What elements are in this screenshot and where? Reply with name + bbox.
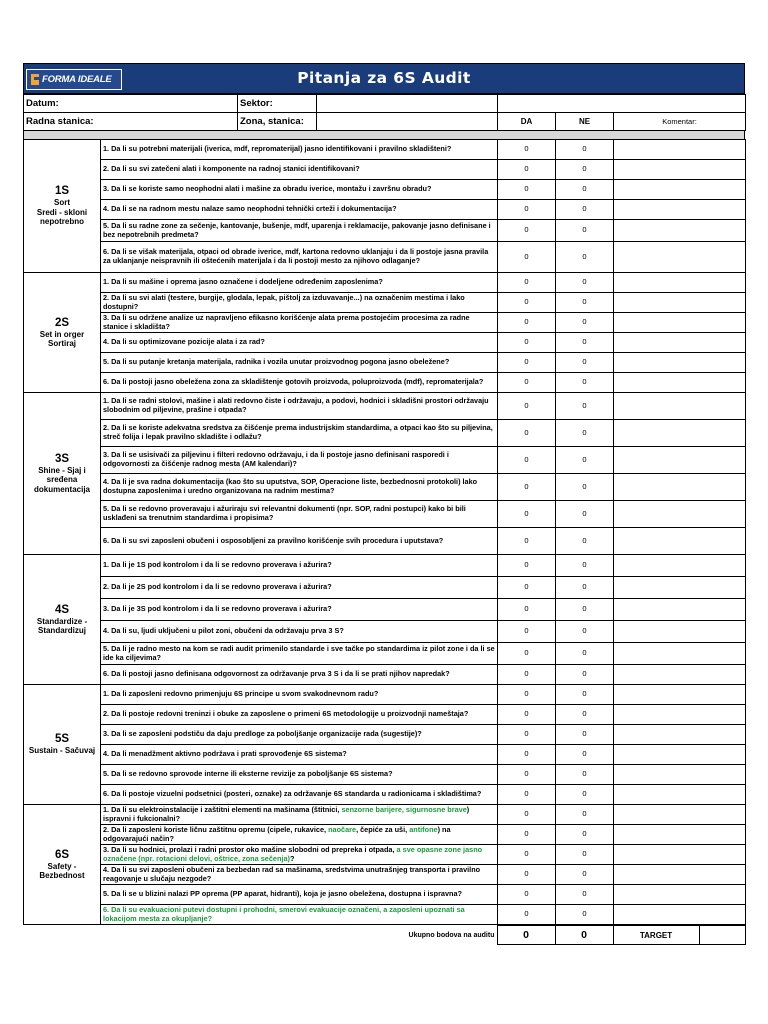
no-score-cell[interactable]: 0 bbox=[556, 420, 614, 447]
total-row bbox=[23, 926, 745, 945]
yes-score-cell[interactable]: 0 bbox=[498, 373, 556, 393]
yes-score-cell[interactable]: 0 bbox=[498, 705, 556, 725]
section-name: Set in orger Sortiraj bbox=[39, 329, 85, 348]
yes-score-cell[interactable]: 0 bbox=[498, 501, 556, 528]
question-text: 2. Da li su svi alati (testere, burgije, glodala, lepak, pištolj za izduvavanje...) na označenim mestima i lako dostupni? bbox=[101, 293, 498, 313]
question-row bbox=[24, 313, 746, 333]
question-text: 5. Da li su radne zone za sečenje, kantovanje, bušenje, mdf, uparenja i reklamacije, pakovanje jasno definisane i bez nepotrebnih predmeta? bbox=[101, 220, 498, 242]
date-label: Datum: bbox=[24, 95, 238, 113]
question-row bbox=[24, 353, 746, 373]
comment-cell[interactable] bbox=[614, 745, 746, 765]
no-score-cell[interactable]: 0 bbox=[556, 160, 614, 180]
question-row bbox=[24, 373, 746, 393]
yes-score-cell[interactable]: 0 bbox=[498, 353, 556, 373]
yes-score-cell[interactable]: 0 bbox=[498, 528, 556, 555]
yes-score-cell[interactable]: 0 bbox=[498, 599, 556, 621]
question-row bbox=[24, 785, 746, 805]
section-code: 1S bbox=[54, 185, 70, 198]
total-no-value: 0 bbox=[555, 926, 613, 945]
no-score-cell[interactable]: 0 bbox=[556, 333, 614, 353]
no-score-cell[interactable]: 0 bbox=[556, 765, 614, 785]
question-text: 6. Da li su svi zaposleni obučeni i osposobljeni za pravilno korišćenje svih procedura i uputstava? bbox=[101, 528, 498, 555]
comment-cell[interactable] bbox=[614, 805, 746, 825]
yes-score-cell[interactable]: 0 bbox=[498, 313, 556, 333]
highlighted-text: antifone bbox=[409, 824, 438, 834]
question-text: 3. Da li je 3S pod kontrolom i da li se redovno proverava i ažurira? bbox=[101, 599, 498, 621]
highlighted-text: senzorne barijere, sigurnosne brave bbox=[341, 804, 467, 814]
no-score-cell[interactable]: 0 bbox=[556, 393, 614, 420]
highlighted-text: naočare bbox=[328, 824, 357, 834]
comment-cell[interactable] bbox=[614, 825, 746, 845]
comment-cell[interactable] bbox=[614, 242, 746, 273]
yes-score-cell[interactable]: 0 bbox=[498, 160, 556, 180]
question-row bbox=[24, 273, 746, 293]
question-row bbox=[24, 825, 746, 845]
yes-score-cell[interactable]: 0 bbox=[498, 643, 556, 665]
no-score-cell[interactable]: 0 bbox=[556, 313, 614, 333]
question-text: 6. Da li postoji jasno obeležena zona za skladištenje gotovih proizvoda, poluproizvoda (mdf), repromaterijala? bbox=[101, 373, 498, 393]
meta-row-1 bbox=[24, 95, 746, 113]
yes-score-cell[interactable]: 0 bbox=[498, 200, 556, 220]
no-score-cell[interactable]: 0 bbox=[556, 220, 614, 242]
audit-sheet bbox=[23, 63, 745, 945]
target-label: TARGET bbox=[613, 926, 699, 945]
comment-cell[interactable] bbox=[614, 140, 746, 160]
comment-cell[interactable] bbox=[614, 643, 746, 665]
section-name: Shine - Sjaj i sređena dokumentacija bbox=[33, 465, 90, 494]
comment-cell[interactable] bbox=[614, 845, 746, 865]
yes-score-cell[interactable]: 0 bbox=[498, 845, 556, 865]
no-score-cell[interactable]: 0 bbox=[556, 577, 614, 599]
question-text: 4. Da li su optimizovane pozicije alata i za rad? bbox=[101, 333, 498, 353]
comment-cell[interactable] bbox=[614, 180, 746, 200]
question-row bbox=[24, 200, 746, 220]
question-row bbox=[24, 180, 746, 200]
question-row bbox=[24, 805, 746, 825]
question-text: 6. Da li postoje vizuelni podsetnici (posteri, oznake) za održavanje 6S standarda u radionicama i skladištima? bbox=[101, 785, 498, 805]
question-row bbox=[24, 905, 746, 925]
comment-cell[interactable] bbox=[614, 885, 746, 905]
question-row bbox=[24, 745, 746, 765]
comment-cell[interactable] bbox=[614, 905, 746, 925]
comment-cell[interactable] bbox=[614, 705, 746, 725]
question-row bbox=[24, 665, 746, 685]
comment-cell[interactable] bbox=[614, 555, 746, 577]
comment-cell[interactable] bbox=[614, 160, 746, 180]
question-text: 1. Da li su mašine i oprema jasno označene i dodeljene određenim zaposlenima? bbox=[101, 273, 498, 293]
yes-score-cell[interactable]: 0 bbox=[498, 393, 556, 420]
questions-table bbox=[23, 139, 746, 925]
question-row bbox=[24, 242, 746, 273]
separator-band bbox=[23, 131, 745, 139]
no-score-cell[interactable]: 0 bbox=[556, 180, 614, 200]
comment-cell[interactable] bbox=[614, 685, 746, 705]
comment-cell[interactable] bbox=[614, 273, 746, 293]
comment-cell[interactable] bbox=[614, 785, 746, 805]
question-text: 6. Da li su evakuacioni putevi dostupni i prohodni, smerovi evakuacije označeni, a zaposleni upoznati sa lokacijom mesta za okupljanje? bbox=[101, 905, 498, 925]
section-name: Sort Sredi - skloni nepotrebno bbox=[36, 198, 88, 227]
question-text: 1. Da li zaposleni redovno primenjuju 6S principe u svom svakodnevnom radu? bbox=[101, 685, 498, 705]
no-score-cell[interactable]: 0 bbox=[556, 599, 614, 621]
yes-score-cell[interactable]: 0 bbox=[498, 825, 556, 845]
no-score-cell[interactable]: 0 bbox=[556, 273, 614, 293]
section-code: 3S bbox=[54, 452, 70, 465]
total-yes-value: 0 bbox=[497, 926, 555, 945]
question-row bbox=[24, 705, 746, 725]
section-name: Sustain - Sačuvaj bbox=[28, 746, 96, 756]
question-row bbox=[24, 220, 746, 242]
no-score-cell[interactable]: 0 bbox=[556, 805, 614, 825]
question-row bbox=[24, 555, 746, 577]
question-text: 1. Da li je 1S pod kontrolom i da li se redovno proverava i ažurira? bbox=[101, 555, 498, 577]
question-text: 2. Da li su svi zatečeni alati i komponente na radnoj stanici identifikovani? bbox=[101, 160, 498, 180]
highlighted-text: a sve opasne zone jasno označene (npr. rotacioni delovi, oštrice, zona sečenja) bbox=[103, 844, 483, 863]
question-text: 5. Da li su putanje kretanja materijala, radnika i vozila unutar proizvodnog pogona jasno obeležene? bbox=[101, 353, 498, 373]
question-text: 4. Da li je sva radna dokumentacija (kao što su uputstva, SOP, Operacione liste, bezbednosni protokoli) lako dostupna zaposlenima i uredno organizovana na radnim mestima? bbox=[101, 474, 498, 501]
no-score-cell[interactable]: 0 bbox=[556, 685, 614, 705]
question-row bbox=[24, 643, 746, 665]
question-row bbox=[24, 685, 746, 705]
yes-score-cell[interactable]: 0 bbox=[498, 621, 556, 643]
comment-cell[interactable] bbox=[614, 765, 746, 785]
question-text: 6. Da li se višak materijala, otpaci od obrade iverice, mdf, kartona redovno uklanjaju i da li postoje jasna pravila za uklanjanje neispravnih ili oštećenih materijala i da li postoji mesto za njihovo odlaganje? bbox=[101, 242, 498, 273]
question-row bbox=[24, 865, 746, 885]
no-score-cell[interactable]: 0 bbox=[556, 621, 614, 643]
comment-cell[interactable] bbox=[614, 528, 746, 555]
section-cell-2s bbox=[24, 273, 101, 393]
yes-score-cell[interactable]: 0 bbox=[498, 685, 556, 705]
yes-score-cell[interactable]: 0 bbox=[498, 765, 556, 785]
question-row bbox=[24, 599, 746, 621]
question-text: 1. Da li su elektroinstalacije i zaštitni elementi na mašinama (štitnici, senzorne barijere, sigurnosne brave) ispravni i fukcionalni? bbox=[101, 805, 498, 825]
zone-label: Zona, stanica: bbox=[238, 113, 317, 131]
yes-score-cell[interactable]: 0 bbox=[498, 333, 556, 353]
no-score-cell[interactable]: 0 bbox=[556, 745, 614, 765]
zone-field[interactable] bbox=[317, 113, 498, 131]
section-name: Standardize - Standardizuj bbox=[36, 616, 88, 635]
target-value-cell[interactable] bbox=[699, 926, 745, 945]
comment-cell[interactable] bbox=[614, 220, 746, 242]
page-title: Pitanja za 6S Audit bbox=[297, 69, 471, 87]
comment-cell[interactable] bbox=[614, 420, 746, 447]
question-text: 3. Da li se usisivači za piljevinu i filteri redovno održavaju, i da li postoje jasno definisani rasporedi i odgovornosti za čišćenje radnog mesta (AM kalendari)? bbox=[101, 447, 498, 474]
comment-cell[interactable] bbox=[614, 293, 746, 313]
section-cell-1s bbox=[24, 140, 101, 273]
comment-cell[interactable] bbox=[614, 865, 746, 885]
no-score-cell[interactable]: 0 bbox=[556, 474, 614, 501]
question-text: 5. Da li se redovno proveravaju i ažuriraju svi relevantni dokumenti (npr. SOP, radni postupci) kako bi bili usklađeni sa trenutnim standardima i propisima? bbox=[101, 501, 498, 528]
comment-cell[interactable] bbox=[614, 353, 746, 373]
comment-cell[interactable] bbox=[614, 373, 746, 393]
comment-column-header: Komentar: bbox=[614, 113, 746, 131]
question-row bbox=[24, 885, 746, 905]
yes-score-cell[interactable]: 0 bbox=[498, 555, 556, 577]
section-cell-4s bbox=[24, 555, 101, 685]
yes-score-cell[interactable]: 0 bbox=[498, 905, 556, 925]
yes-score-cell[interactable]: 0 bbox=[498, 220, 556, 242]
yes-score-cell[interactable]: 0 bbox=[498, 805, 556, 825]
no-score-cell[interactable]: 0 bbox=[556, 373, 614, 393]
question-text: 2. Da li postoje redovni treninzi i obuke za zaposlene o primeni 6S metodologije u proizvodnji nameštaja? bbox=[101, 705, 498, 725]
question-row bbox=[24, 333, 746, 353]
footer-table bbox=[23, 925, 746, 945]
section-code: 5S bbox=[54, 733, 70, 746]
no-score-cell[interactable]: 0 bbox=[556, 555, 614, 577]
question-text: 4. Da li su svi zaposleni obučeni za bezbedan rad sa mašinama, sredstvima unutrašnjeg transporta i pravilno reagovanje u slučaju nezgode? bbox=[101, 865, 498, 885]
yes-score-cell[interactable]: 0 bbox=[498, 474, 556, 501]
yes-score-cell[interactable]: 0 bbox=[498, 725, 556, 745]
sector-field[interactable] bbox=[317, 95, 498, 113]
no-score-cell[interactable]: 0 bbox=[556, 725, 614, 745]
question-row bbox=[24, 393, 746, 420]
logo-text: FORMA IDEALE bbox=[42, 74, 112, 85]
yes-score-cell[interactable]: 0 bbox=[498, 865, 556, 885]
comment-cell[interactable] bbox=[614, 725, 746, 745]
question-row bbox=[24, 140, 746, 160]
section-cell-6s bbox=[24, 805, 101, 925]
question-text: 5. Da li se redovno sprovode interne ili eksterne revizije za poboljšanje 6S sistema? bbox=[101, 765, 498, 785]
comment-cell[interactable] bbox=[614, 621, 746, 643]
no-score-cell[interactable]: 0 bbox=[556, 353, 614, 373]
yes-score-cell[interactable]: 0 bbox=[498, 273, 556, 293]
question-row bbox=[24, 621, 746, 643]
no-score-cell[interactable]: 0 bbox=[556, 293, 614, 313]
question-text: 3. Da li su hodnici, prolazi i radni prostor oko mašine slobodni od prepreka i otpada, a sve opasne zone jasno označene (npr. rotacioni delovi, oštrice, zona sečenja)? bbox=[101, 845, 498, 865]
comment-cell[interactable] bbox=[614, 665, 746, 685]
question-text: 1. Da li se radni stolovi, mašine i alati redovno čiste i održavaju, a podovi, hodnici i skladišni prostori održavaju slobodnim od piljevine, prašine i otpada? bbox=[101, 393, 498, 420]
no-score-cell[interactable]: 0 bbox=[556, 528, 614, 555]
section-cell-3s bbox=[24, 393, 101, 555]
yes-score-cell[interactable]: 0 bbox=[498, 447, 556, 474]
question-text: 4. Da li menadžment aktivno podržava i prati sprovođenje 6S sistema? bbox=[101, 745, 498, 765]
no-score-cell[interactable]: 0 bbox=[556, 643, 614, 665]
section-code: 4S bbox=[54, 603, 70, 616]
yes-score-cell[interactable]: 0 bbox=[498, 140, 556, 160]
no-score-cell[interactable]: 0 bbox=[556, 785, 614, 805]
yes-score-cell[interactable]: 0 bbox=[498, 785, 556, 805]
comment-cell[interactable] bbox=[614, 501, 746, 528]
question-row bbox=[24, 160, 746, 180]
comment-cell[interactable] bbox=[614, 333, 746, 353]
no-score-cell[interactable]: 0 bbox=[556, 705, 614, 725]
question-row bbox=[24, 577, 746, 599]
section-name: Safety - Bezbednost bbox=[39, 861, 85, 880]
question-text: 2. Da li zaposleni koriste ličnu zaštitnu opremu (cipele, rukavice, naočare, čepiće za uši, antifone) na odgovarajući način? bbox=[101, 825, 498, 845]
no-score-cell[interactable]: 0 bbox=[556, 865, 614, 885]
no-score-cell[interactable]: 0 bbox=[556, 501, 614, 528]
no-score-cell[interactable]: 0 bbox=[556, 825, 614, 845]
no-score-cell[interactable]: 0 bbox=[556, 845, 614, 865]
station-label: Radna stanica: bbox=[24, 113, 238, 131]
yes-score-cell[interactable]: 0 bbox=[498, 180, 556, 200]
question-text: 3. Da li se koriste samo neophodni alati i mašine za obradu iverice, montažu i završnu obradu? bbox=[101, 180, 498, 200]
question-text: 1. Da li su potrebni materijali (iverica, mdf, repromaterijal) jasno identifikovani i pravilno skladišteni? bbox=[101, 140, 498, 160]
no-score-cell[interactable]: 0 bbox=[556, 140, 614, 160]
section-code: 6S bbox=[54, 848, 70, 861]
no-score-cell[interactable]: 0 bbox=[556, 200, 614, 220]
question-text: 6. Da li postoji jasno definisana odgovornost za održavanje prva 3 S i da li se prati njihov napredak? bbox=[101, 665, 498, 685]
question-text: 3. Da li su održene analize uz napravljeno efikasno korišćenje alata prema postojećim procesima za radne stanice i skladišta? bbox=[101, 313, 498, 333]
comment-cell[interactable] bbox=[614, 577, 746, 599]
total-label: Ukupno bodova na auditu bbox=[408, 931, 495, 939]
meta-table bbox=[23, 94, 746, 131]
question-row bbox=[24, 447, 746, 474]
question-text: 5. Da li je radno mesto na kom se radi audit primenilo standarde i sve tačke po standardima iz pilot zone i da li se ide ka ciljevima? bbox=[101, 643, 498, 665]
comment-cell[interactable] bbox=[614, 599, 746, 621]
question-row bbox=[24, 501, 746, 528]
yes-score-cell[interactable]: 0 bbox=[498, 293, 556, 313]
question-row bbox=[24, 420, 746, 447]
question-text: 2. Da li je 2S pod kontrolom i da li se redovno proverava i ažurira? bbox=[101, 577, 498, 599]
question-text: 2. Da li se koriste adekvatna sredstva za čišćenje prema industrijskim standardima, a otpaci kao što su piljevina, streč folija i lepak pravilno skladište i odlažu? bbox=[101, 420, 498, 447]
no-score-cell[interactable]: 0 bbox=[556, 242, 614, 273]
question-row bbox=[24, 528, 746, 555]
comment-cell[interactable] bbox=[614, 200, 746, 220]
meta-row-2 bbox=[24, 113, 746, 131]
yes-score-cell[interactable]: 0 bbox=[498, 577, 556, 599]
question-text: 4. Da li se na radnom mestu nalaze samo neophodni tehnički crteži i dokumentacija? bbox=[101, 200, 498, 220]
yes-score-cell[interactable]: 0 bbox=[498, 665, 556, 685]
no-column-header: NE bbox=[556, 113, 614, 131]
yes-score-cell[interactable]: 0 bbox=[498, 885, 556, 905]
section-cell-5s bbox=[24, 685, 101, 805]
no-score-cell[interactable]: 0 bbox=[556, 665, 614, 685]
section-code: 2S bbox=[54, 316, 70, 329]
comment-cell[interactable] bbox=[614, 447, 746, 474]
question-row bbox=[24, 293, 746, 313]
comment-cell[interactable] bbox=[614, 313, 746, 333]
sector-label: Sektor: bbox=[238, 95, 317, 113]
yes-column-header: DA bbox=[498, 113, 556, 131]
yes-score-cell[interactable]: 0 bbox=[498, 420, 556, 447]
yes-score-cell[interactable]: 0 bbox=[498, 745, 556, 765]
no-score-cell[interactable]: 0 bbox=[556, 905, 614, 925]
question-row bbox=[24, 765, 746, 785]
no-score-cell[interactable]: 0 bbox=[556, 447, 614, 474]
question-row bbox=[24, 725, 746, 745]
yes-score-cell[interactable]: 0 bbox=[498, 242, 556, 273]
no-score-cell[interactable]: 0 bbox=[556, 885, 614, 905]
question-row bbox=[24, 845, 746, 865]
question-text: 4. Da li su, ljudi uključeni u pilot zoni, obučeni da održavaju prva 3 S? bbox=[101, 621, 498, 643]
meta-empty-cell[interactable] bbox=[498, 95, 746, 113]
question-text: 3. Da li se zaposleni podstiču da daju predloge za poboljšanje organizacije rada (sugestije)? bbox=[101, 725, 498, 745]
question-row bbox=[24, 474, 746, 501]
comment-cell[interactable] bbox=[614, 474, 746, 501]
header-banner bbox=[23, 63, 745, 94]
question-text: 5. Da li se u blizini nalazi PP oprema (PP aparat, hidranti), koja je jasno obeležena, dostupna i ispravna? bbox=[101, 885, 498, 905]
comment-cell[interactable] bbox=[614, 393, 746, 420]
